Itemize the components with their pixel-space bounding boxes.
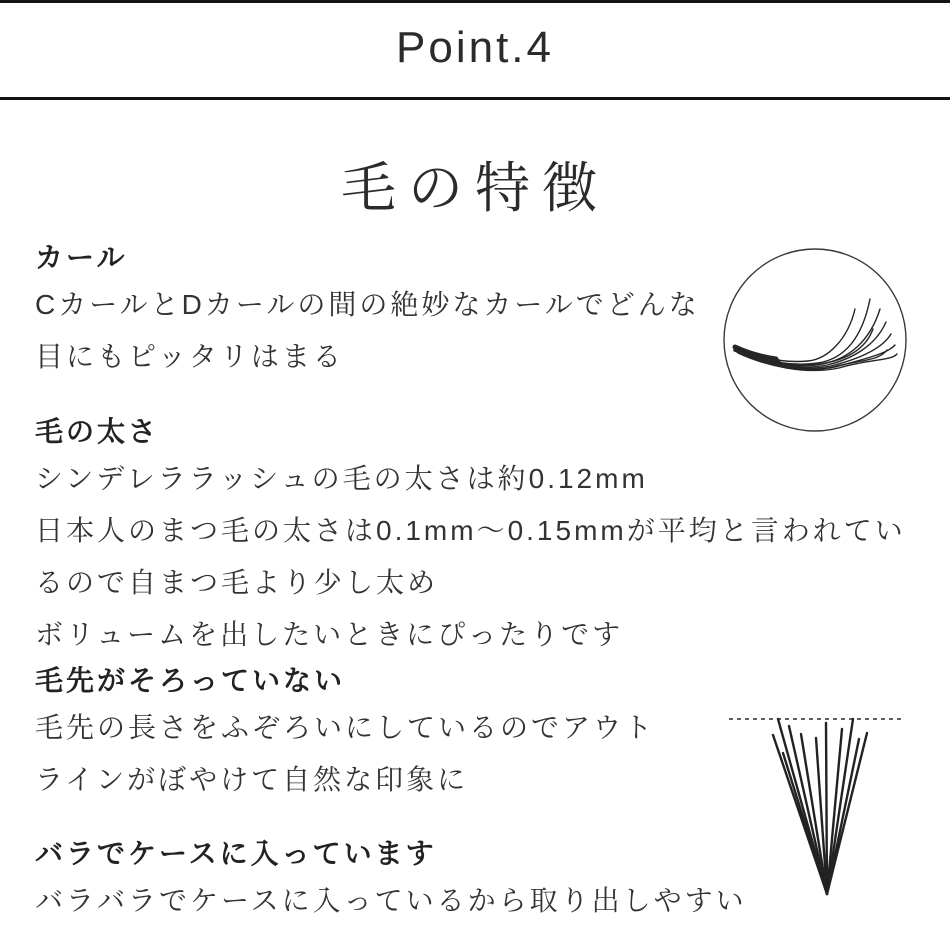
body-line: ラインがぼやけて自然な印象に [35,764,469,795]
body-line: バラバラでケースに入っているから取り出しやすい [35,885,747,916]
lash-fan-strokes-icon [773,719,867,894]
body-line: るので自まつ毛より少し太め [35,567,439,598]
header-divider [0,97,950,100]
body-line: 日本人のまつ毛の太さは0.1mm〜0.15mmが平均と言われてい [35,515,906,546]
top-divider [0,0,950,3]
circle-frame-icon [724,249,906,431]
body-line: 目にもピッタリはまる [35,341,344,372]
point-label: Point.4 [396,23,554,72]
section-heading: 毛の太さ [35,416,160,447]
section-heading: バラでケースに入っています [35,838,437,869]
body-line: ボリュームを出したいときにぴったりです [35,619,624,650]
section-heading: 毛先がそろっていない [35,665,346,696]
page-title: 毛の特徴 [340,156,609,219]
curled-lashes-illustration [722,247,908,433]
body-line: CカールとDカールの間の絶妙なカールでどんな [35,289,700,320]
section-heading: カール [35,242,128,273]
uneven-tips-illustration [712,705,912,905]
body-line: 毛先の長さをふぞろいにしているのでアウト [35,712,656,743]
lash-curl-strokes-icon [735,299,897,370]
section-thickness [35,414,915,658]
body-line: シンデレララッシュの毛の太さは約0.12mm [35,463,648,494]
